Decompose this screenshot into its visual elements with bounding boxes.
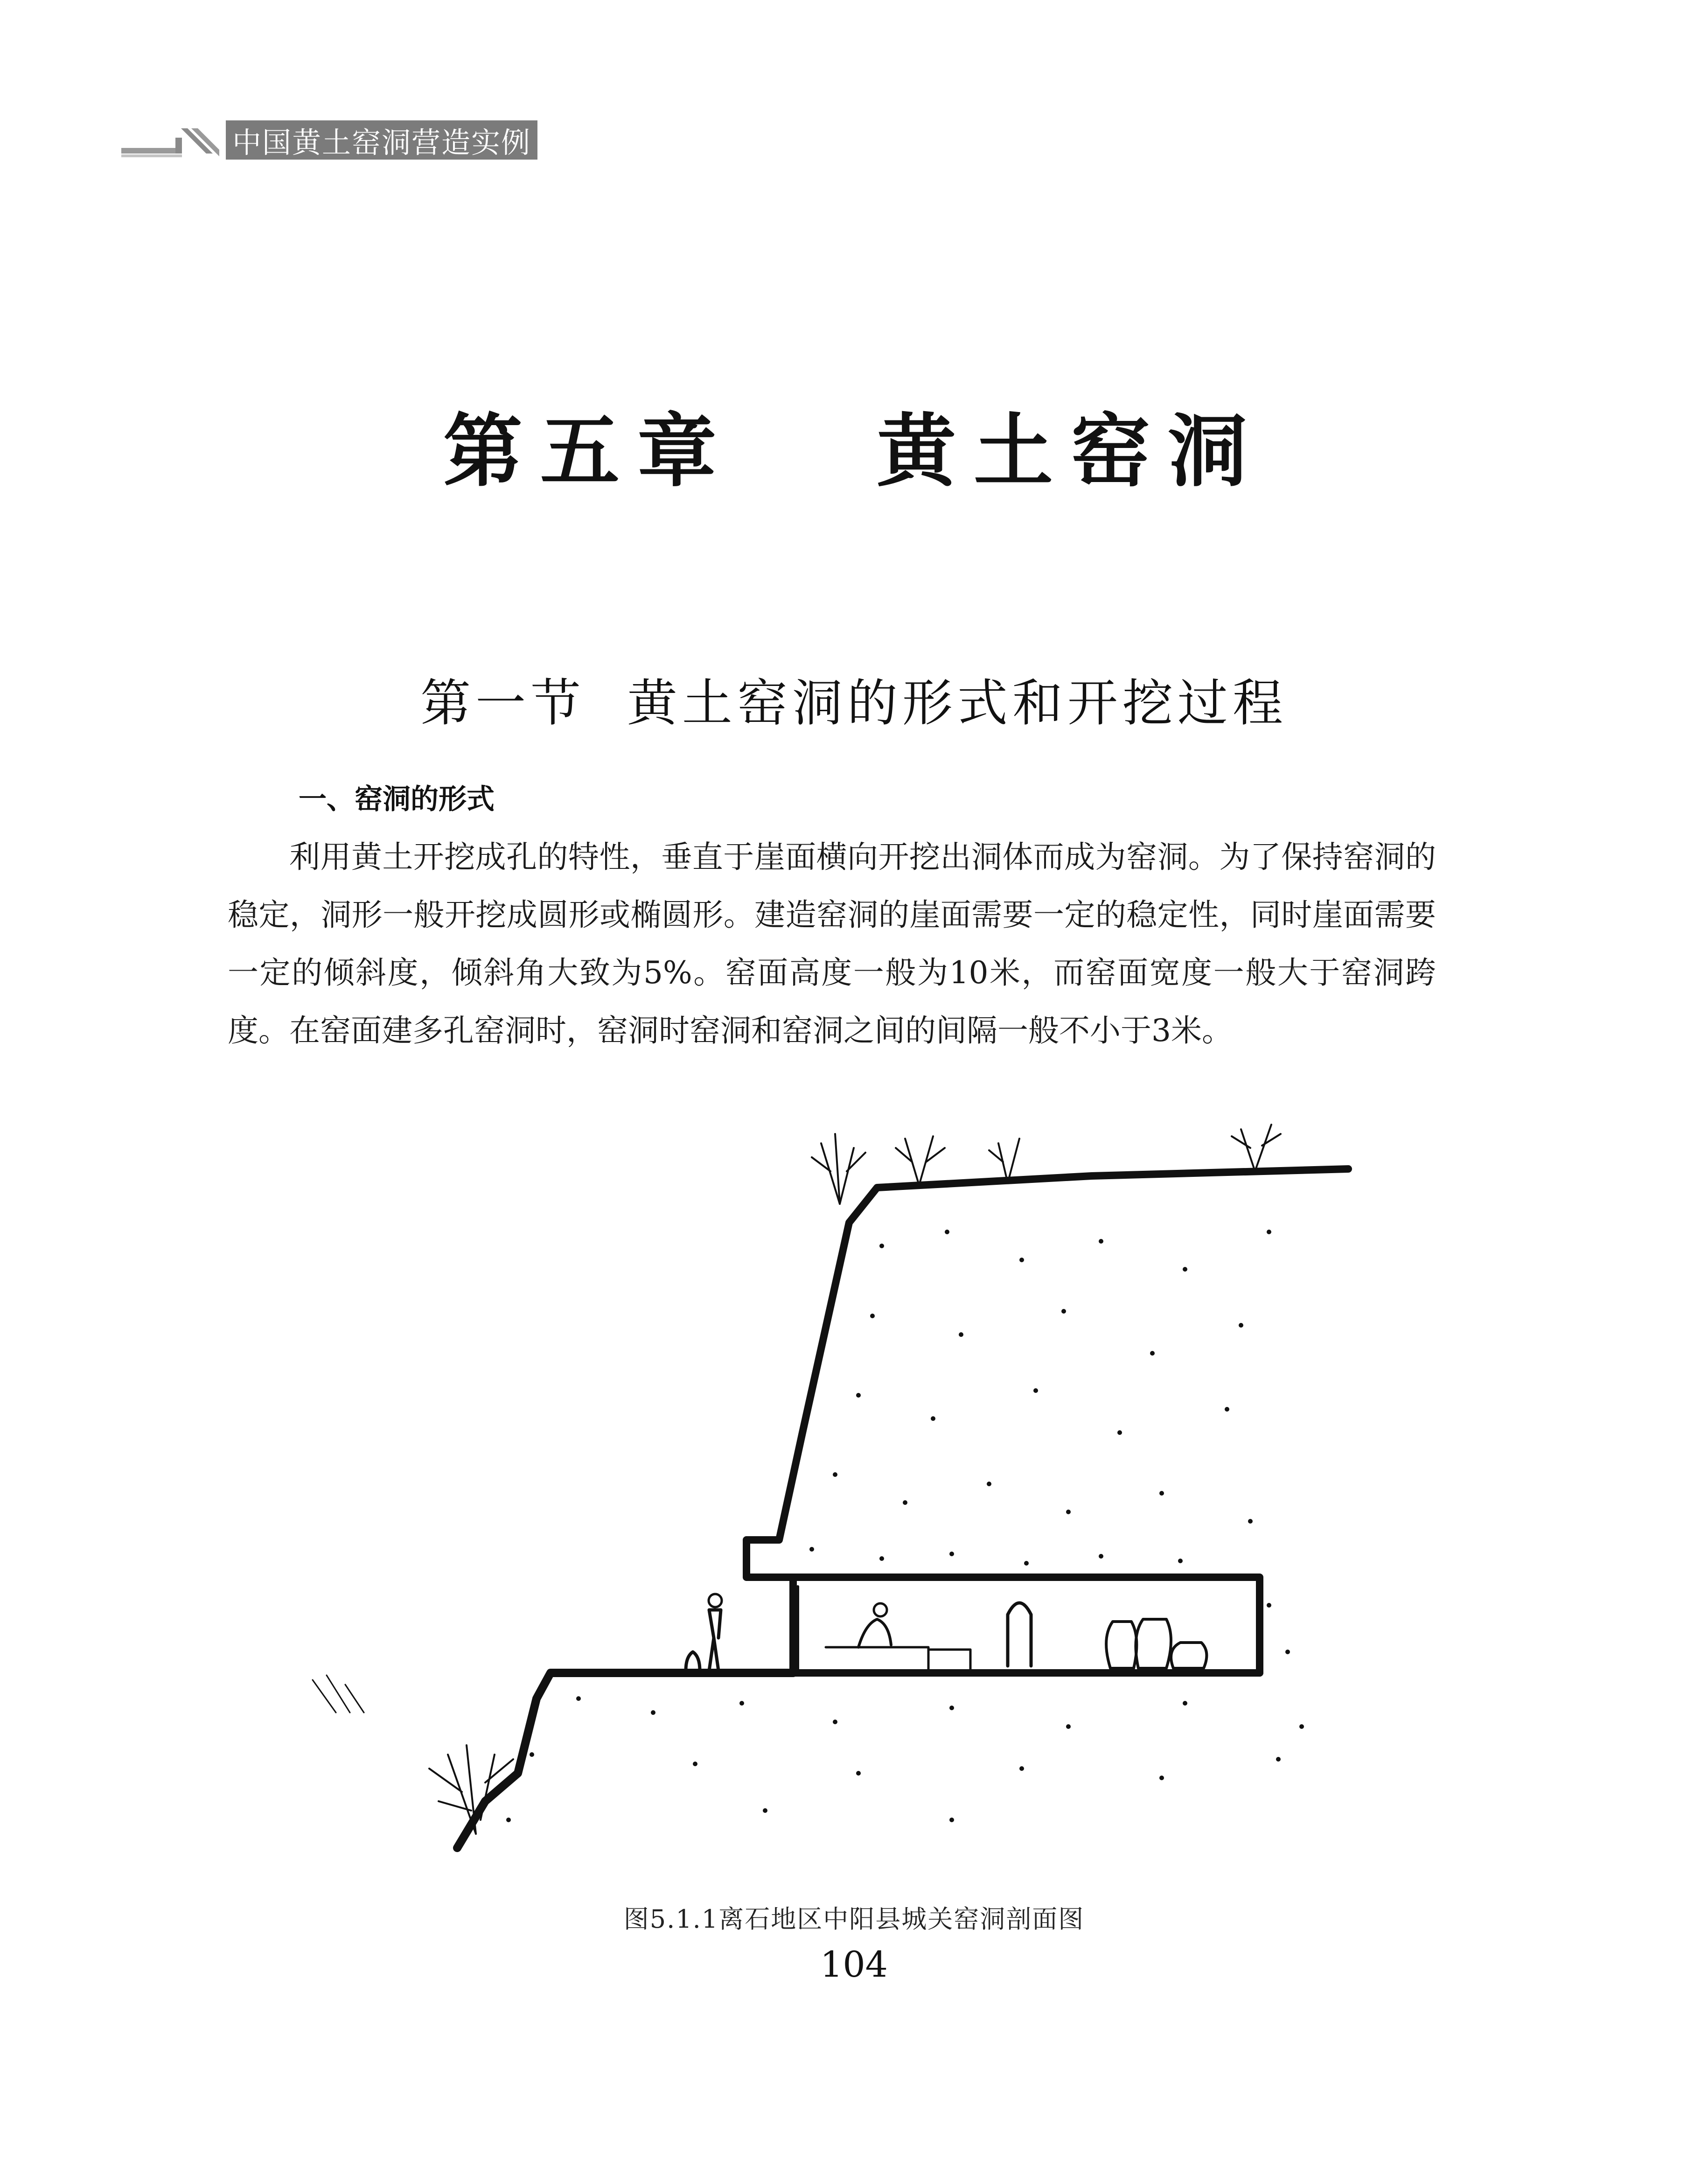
book-title: 中国黄土窑洞营造实例: [226, 120, 537, 160]
section-title: 第一节 黄土窑洞的形式和开挖过程: [420, 674, 1288, 733]
running-header: [121, 119, 537, 161]
figure-caption: 图5.1.1离石地区中阳县城关窑洞剖面图: [623, 1904, 1085, 1934]
body-paragraph: 利用黄土开挖成孔的特性，垂直于崖面横向开挖出洞体而成为窑洞。为了保持窑洞的稳定，洞形一般开挖成圆形或椭圆形。建造窑洞的崖面需要一定的稳定性，同时崖面需要一定的倾斜度，倾斜角大致为5%。窑面高度一般为10米，而窑面宽度一般大于窑洞跨度。在窑面建多孔窑洞时，窑洞时窑洞和窑洞之间的间隔一般不小于3米。: [228, 839, 1436, 1049]
subsection-heading: 一、窑洞的形式: [299, 783, 495, 816]
page-number: 104: [820, 1944, 888, 1985]
chapter-title: 第五章 黄土窑洞: [443, 405, 1265, 498]
cave-section-illustration: [299, 1092, 1400, 1867]
header-decoration-icon: [121, 119, 219, 161]
